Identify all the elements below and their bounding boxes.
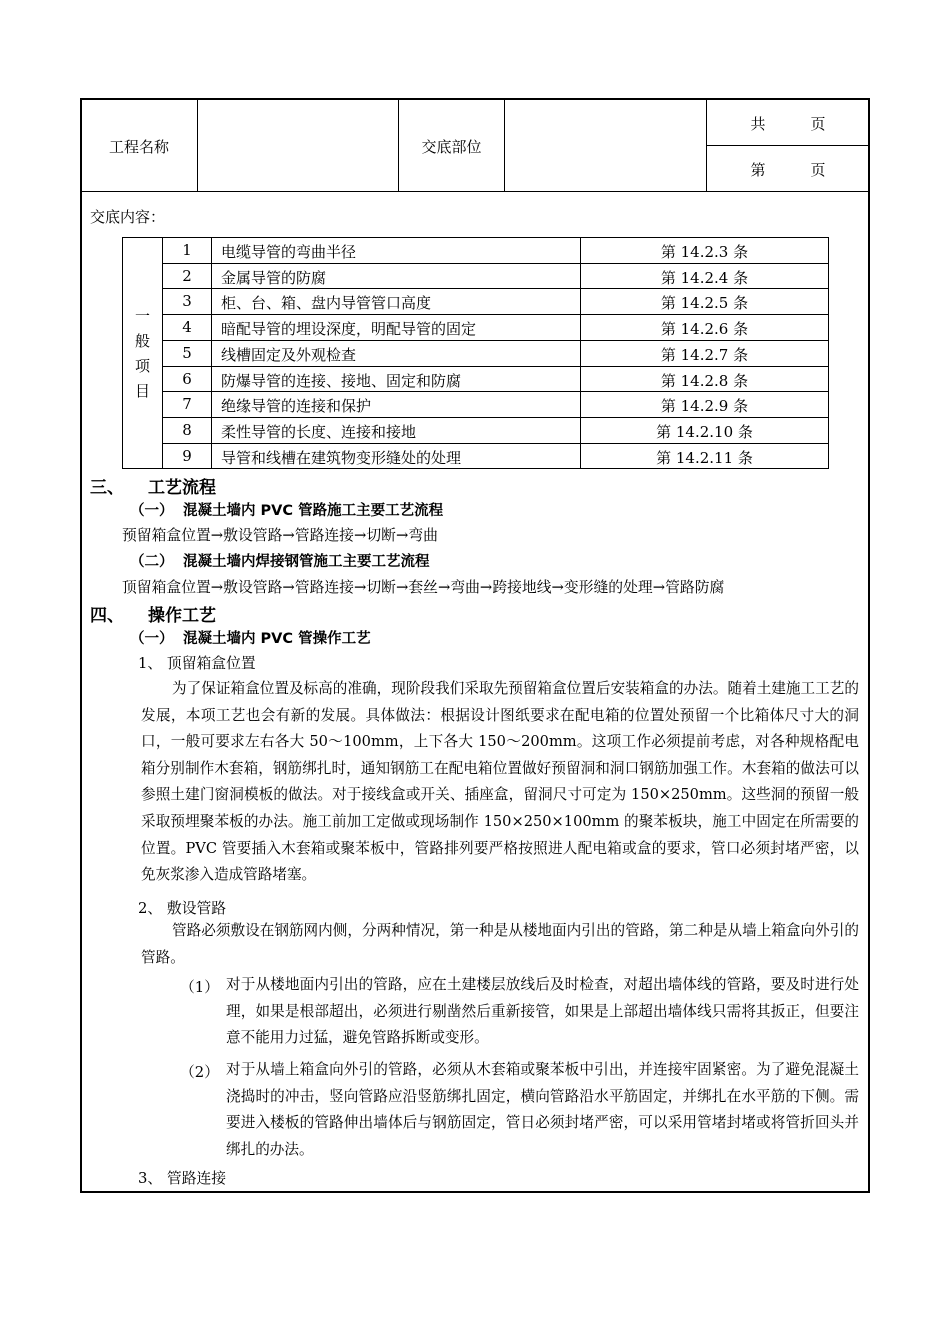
item2-title: 2、 敷设管路 [138, 900, 227, 917]
item-number: 6 [182, 369, 192, 388]
item2-sub1-text: 对于从楼地面内引出的管路，应在土建楼层放线后及时检查，对超出墙体线的管路，要及时进行处理，如果是根部超出，必须进行剔凿然后重新接管，如果是上部超出墙体线只需将其扳正，但要注意不能用力过猛，避免管路拆断或变形。 [226, 976, 859, 1047]
content-label: 交底内容： [90, 208, 166, 226]
items-table-bottom [122, 468, 829, 469]
item-clause: 第 14.2.9 条 [660, 397, 749, 416]
item1-title: 1、 顶留箱盒位置 [138, 655, 256, 672]
items-row-divider [162, 366, 829, 367]
items-row-divider [162, 314, 829, 315]
section3-sub1-title: 混凝土墙内 PVC 管路施工主要工艺流程 [183, 503, 444, 519]
section3-sub2-number: （二） [130, 554, 174, 570]
item-number: 2 [182, 266, 192, 285]
group-label-char: 一 [134, 307, 150, 325]
items-row-divider [162, 263, 829, 264]
items-row-divider [162, 340, 829, 341]
section3-sub1-flow: 预留箱盒位置→敷设管路→管路连接→切断→弯曲 [122, 527, 438, 544]
item-number: 4 [182, 318, 192, 337]
item-description: 导管和线槽在建筑物变形缝处的处理 [221, 448, 462, 467]
item-clause: 第 14.2.5 条 [660, 294, 749, 313]
items-row-divider [162, 288, 829, 289]
group-label-char: 目 [134, 382, 150, 400]
item-number: 1 [182, 241, 192, 259]
item-description: 电缆导管的弯曲半径 [221, 243, 357, 261]
item-clause: 第 14.2.7 条 [660, 345, 749, 364]
item2-sub2-number: （2） [180, 1064, 220, 1081]
section4-sub1-title: 混凝土墙内 PVC 管操作工艺 [183, 631, 371, 647]
group-label-char: 项 [134, 357, 150, 375]
items-row-divider [162, 443, 829, 444]
section3-sub2-flow: 顶留箱盒位置→敷设管路→管路连接→切断→套丝→弯曲→跨接地线→变形缝的处理→管路防腐 [122, 579, 725, 596]
item2-sub1-number: （1） [180, 979, 220, 996]
item-description: 线槽固定及外观检查 [221, 345, 357, 364]
item-description: 金属导管的防腐 [221, 268, 327, 287]
item-clause: 第 14.2.3 条 [660, 243, 749, 261]
section3-number: 三、 [90, 478, 124, 498]
item1-paragraph: 为了保证箱盒位置及标高的准确，现阶段我们采取先预留箱盒位置后安装箱盒的办法。随着土建施工工艺的发展，本项工艺也会有新的发展。具体做法：根据设计图纸要求在配电箱的位置处预留一个比箱体尺寸大的洞口，一般可要求左右各大 50～100mm，上下各大 150～200mm。这项工作必须提前考虑，对各种规格配电箱分别制作木套箱，钢筋绑扎时，通知钢筋工在配电箱位置做好预留洞和洞口钢筋加强工作。木套箱的做法可以参照土建门窗洞模板的做法。对于接线盒或开关、插座盒，留洞尺寸可定为 150×250mm。这些洞的预留一般采取预埋聚苯板的办法。施工前加工定做或现场制作 150×250×100mm 的聚苯板块，施工中固定在所需要的位置。PVC 管要插入木套箱或聚苯板中，管路排列要严格按照进人配电箱或盒的要求，管口必须封堵严密，以免灰浆渗入造成管路堵塞。 [141, 680, 859, 884]
items-table-top [122, 237, 829, 238]
item-number: 8 [182, 420, 192, 439]
item-number: 3 [182, 292, 192, 311]
item-number: 5 [182, 343, 192, 362]
section3-sub2-title: 混凝土墙内焊接钢管施工主要工艺流程 [183, 554, 430, 570]
general-items-table [0, 0, 950, 480]
item2-paragraph: 管路必须敷设在钢筋网内侧，分两种情况，第一种是从楼地面内引出的管路，第二种是从墙上箱盒向外引的管路。 [141, 922, 859, 966]
item-number: 7 [182, 395, 192, 414]
item3-title: 3、 管路连接 [138, 1170, 227, 1187]
items-row-divider [162, 391, 829, 392]
section4-number: 四、 [90, 606, 124, 626]
section3-sub1-number: （一） [130, 503, 174, 519]
total-pages-label: 共 页 [750, 115, 826, 133]
item-number: 9 [182, 446, 192, 465]
frame-bottom-border [80, 1191, 870, 1193]
location-label: 交底部位 [421, 138, 482, 156]
item-description: 暗配导管的埋设深度，明配导管的固定 [221, 320, 477, 339]
item-clause: 第 14.2.6 条 [660, 320, 749, 339]
section4-sub1-number: （一） [130, 631, 174, 647]
section3-title: 工艺流程 [148, 478, 216, 498]
item-clause: 第 14.2.4 条 [660, 268, 749, 287]
items-table-left [122, 237, 123, 468]
item-description: 绝缘导管的连接和保护 [221, 397, 372, 416]
item-clause: 第 14.2.8 条 [660, 371, 749, 390]
item2-sub2-text: 对于从墙上箱盒向外引的管路，必须从木套箱或聚苯板中引出，并连接牢固紧密。为了避免混凝土浇捣时的冲击，竖向管路应沿竖筋绑扎固定，横向管路沿水平筋固定，并绑扎在水平筋的下侧。需要进入楼板的管路伸出墙体后与钢筋固定，管日必须封堵严密，可以采用管堵封堵或将管折回头并绑扎的办法。 [226, 1061, 859, 1158]
items-row-divider [162, 417, 829, 418]
section4-title: 操作工艺 [148, 606, 216, 626]
items-table-col2 [211, 237, 212, 468]
page-number-label: 第 页 [750, 161, 826, 179]
item-clause: 第 14.2.11 条 [656, 448, 753, 467]
group-label-char: 般 [134, 332, 150, 350]
project-name-label: 工程名称 [108, 138, 169, 156]
item-description: 防爆导管的连接、接地、固定和防腐 [221, 371, 462, 390]
items-table-right [828, 237, 829, 468]
item-description: 柜、台、箱、盘内导管管口高度 [221, 294, 432, 313]
item-clause: 第 14.2.10 条 [656, 422, 753, 441]
item-description: 柔性导管的长度、连接和接地 [221, 422, 417, 441]
